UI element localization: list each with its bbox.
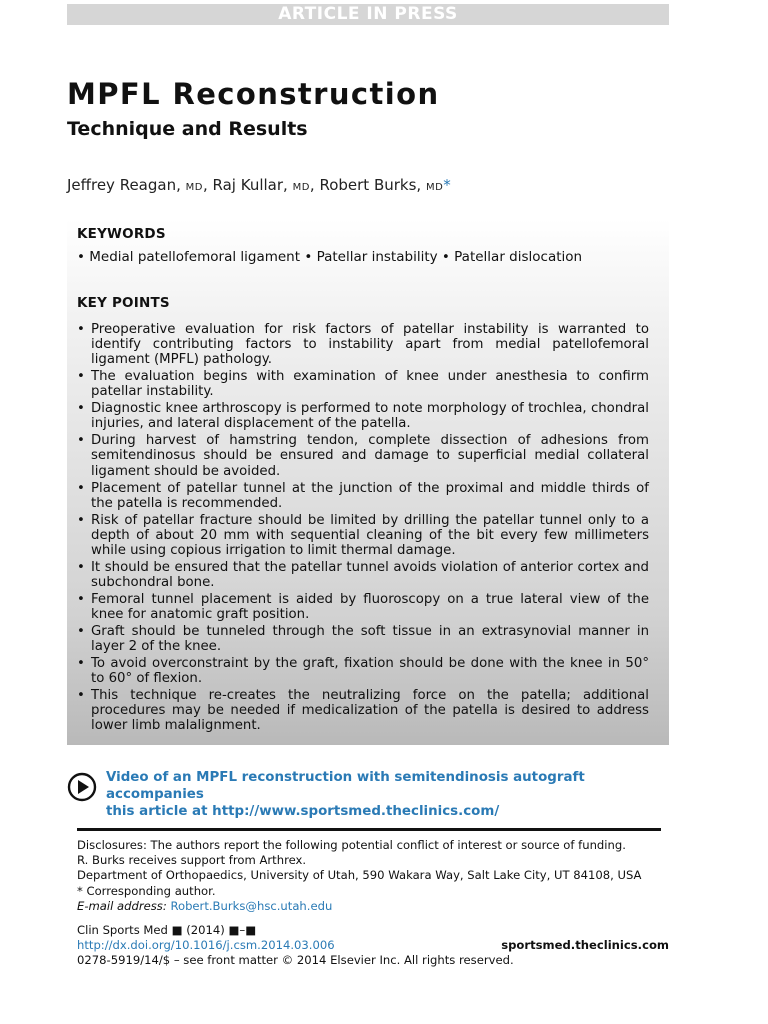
key-point-text: To avoid overconstraint by the graft, fixation should be done with the knee in 50° to 60° of flexion. xyxy=(91,655,649,687)
bullet-icon: • xyxy=(77,623,85,639)
author-list xyxy=(67,176,451,194)
page-footer xyxy=(77,923,669,969)
doi-link[interactable]: http://dx.doi.org/10.1016/j.csm.2014.03.006 xyxy=(77,938,335,953)
author-degree: MD xyxy=(292,182,310,193)
bullet-icon: • xyxy=(77,480,85,496)
author-degree: MD xyxy=(185,182,203,193)
key-point-text: Femoral tunnel placement is aided by fluoroscopy on a true lateral view of the knee for anatomic graft position. xyxy=(91,591,649,622)
bullet-icon: • xyxy=(77,655,85,671)
key-point-text: Risk of patellar fracture should be limited by drilling the patellar tunnel only to a depth of about 20 mm with sequential cleaning of the bit every few millimeters while using copious irrigation to limit thermal damage. xyxy=(91,512,649,558)
key-point-item xyxy=(77,322,649,367)
disclosure-divider xyxy=(77,828,661,831)
bullet-icon: • xyxy=(77,369,85,385)
key-point-text: Preoperative evaluation for risk factors of patellar instability is warranted to identify contributing factors to instability apart from medial patellofemoral ligament (MPFL) pathology. xyxy=(91,322,649,368)
bullet-icon: • xyxy=(77,591,85,607)
bullet-icon: • xyxy=(77,322,85,337)
bullet-icon: • xyxy=(77,512,85,528)
keywords-list: • Medial patellofemoral ligament • Patellar instability • Patellar dislocation xyxy=(77,249,583,265)
author-separator: , xyxy=(309,176,320,194)
key-points-heading: KEY POINTS xyxy=(77,295,170,311)
key-point-item xyxy=(77,401,649,431)
key-point-item xyxy=(77,688,649,733)
email-label: E-mail address: xyxy=(77,898,167,913)
key-point-text: Graft should be tunneled through the soft tissue in an extrasynovial manner in layer 2 of the knee. xyxy=(91,623,649,654)
author-separator: , xyxy=(416,176,426,194)
email-link[interactable]: Robert.Burks@hsc.utah.edu xyxy=(170,898,333,913)
article-in-press-banner: ARTICLE IN PRESS xyxy=(67,4,669,25)
key-point-text: Placement of patellar tunnel at the junction of the proximal and middle thirds of the patella is recommended. xyxy=(91,480,649,511)
corresponding-author-marker[interactable]: * xyxy=(443,176,451,194)
corresponding-author-note: * Corresponding author. xyxy=(77,883,216,898)
key-point-text: It should be ensured that the patellar tunnel avoids violation of anterior cortex and subchondral bone. xyxy=(91,559,649,590)
bullet-icon: • xyxy=(77,559,85,575)
video-link-text[interactable] xyxy=(106,769,666,820)
affiliation-line: Department of Orthopaedics, University of Utah, 590 Wakara Way, Salt Lake City, UT 84108, USA xyxy=(77,868,642,883)
video-notice xyxy=(67,769,669,819)
bullet-icon: • xyxy=(77,401,85,417)
author-separator: , xyxy=(283,176,293,194)
key-point-item xyxy=(77,656,649,686)
key-point-item xyxy=(77,369,649,399)
key-point-item xyxy=(77,433,649,478)
author-name: Robert Burks xyxy=(319,176,417,194)
author-separator: , xyxy=(202,176,213,194)
key-point-item xyxy=(77,560,649,590)
video-text-line: this article at http://www.sportsmed.theclinics.com/ xyxy=(106,804,500,819)
bullet-icon: • xyxy=(77,688,85,704)
key-point-text: Diagnostic knee arthroscopy is performed to note morphology of trochlea, chondral injuries, and lateral displacement of the patella. xyxy=(91,401,649,432)
disclosure-line: Disclosures: The authors report the following potential conflict of interest or source of funding. xyxy=(77,838,626,852)
key-point-item xyxy=(77,481,649,511)
key-point-text: The evaluation begins with examination of knee under anesthesia to confirm patellar instability. xyxy=(91,369,649,400)
author-name: Jeffrey Reagan xyxy=(67,176,177,194)
keywords-heading: KEYWORDS xyxy=(77,226,166,242)
journal-citation: Clin Sports Med ■ (2014) ■–■ xyxy=(77,923,257,937)
author-degree: MD xyxy=(425,182,444,193)
disclosures xyxy=(77,838,667,914)
author-separator: , xyxy=(176,176,186,194)
bullet-icon: • xyxy=(77,433,85,449)
key-point-item xyxy=(77,513,649,558)
author-name: Raj Kullar xyxy=(212,176,284,194)
article-title: MPFL Reconstruction xyxy=(67,77,440,111)
key-point-item xyxy=(77,592,649,622)
article-subtitle: Technique and Results xyxy=(67,118,308,140)
email-line xyxy=(77,899,667,914)
key-point-text: This technique re-creates the neutralizing force on the patella; additional procedures may be needed if medicalization of the patella is desired to address lower limb malalignment. xyxy=(91,688,649,734)
play-icon[interactable] xyxy=(67,772,97,802)
key-point-item xyxy=(77,624,649,654)
disclosure-line: R. Burks receives support from Arthrex. xyxy=(77,853,307,868)
video-text-line: Video of an MPFL reconstruction with semitendinosis autograft accompanies xyxy=(106,770,585,802)
key-points-list xyxy=(77,322,649,735)
key-point-text: During harvest of hamstring tendon, complete dissection of adhesions from semitendinosus should be ensured and damage to superficial medial collateral ligament should be avoided. xyxy=(91,433,649,479)
journal-site-link[interactable]: sportsmed.theclinics.com xyxy=(501,938,669,953)
copyright-line: 0278-5919/14/$ – see front matter © 2014 Elsevier Inc. All rights reserved. xyxy=(77,953,514,968)
